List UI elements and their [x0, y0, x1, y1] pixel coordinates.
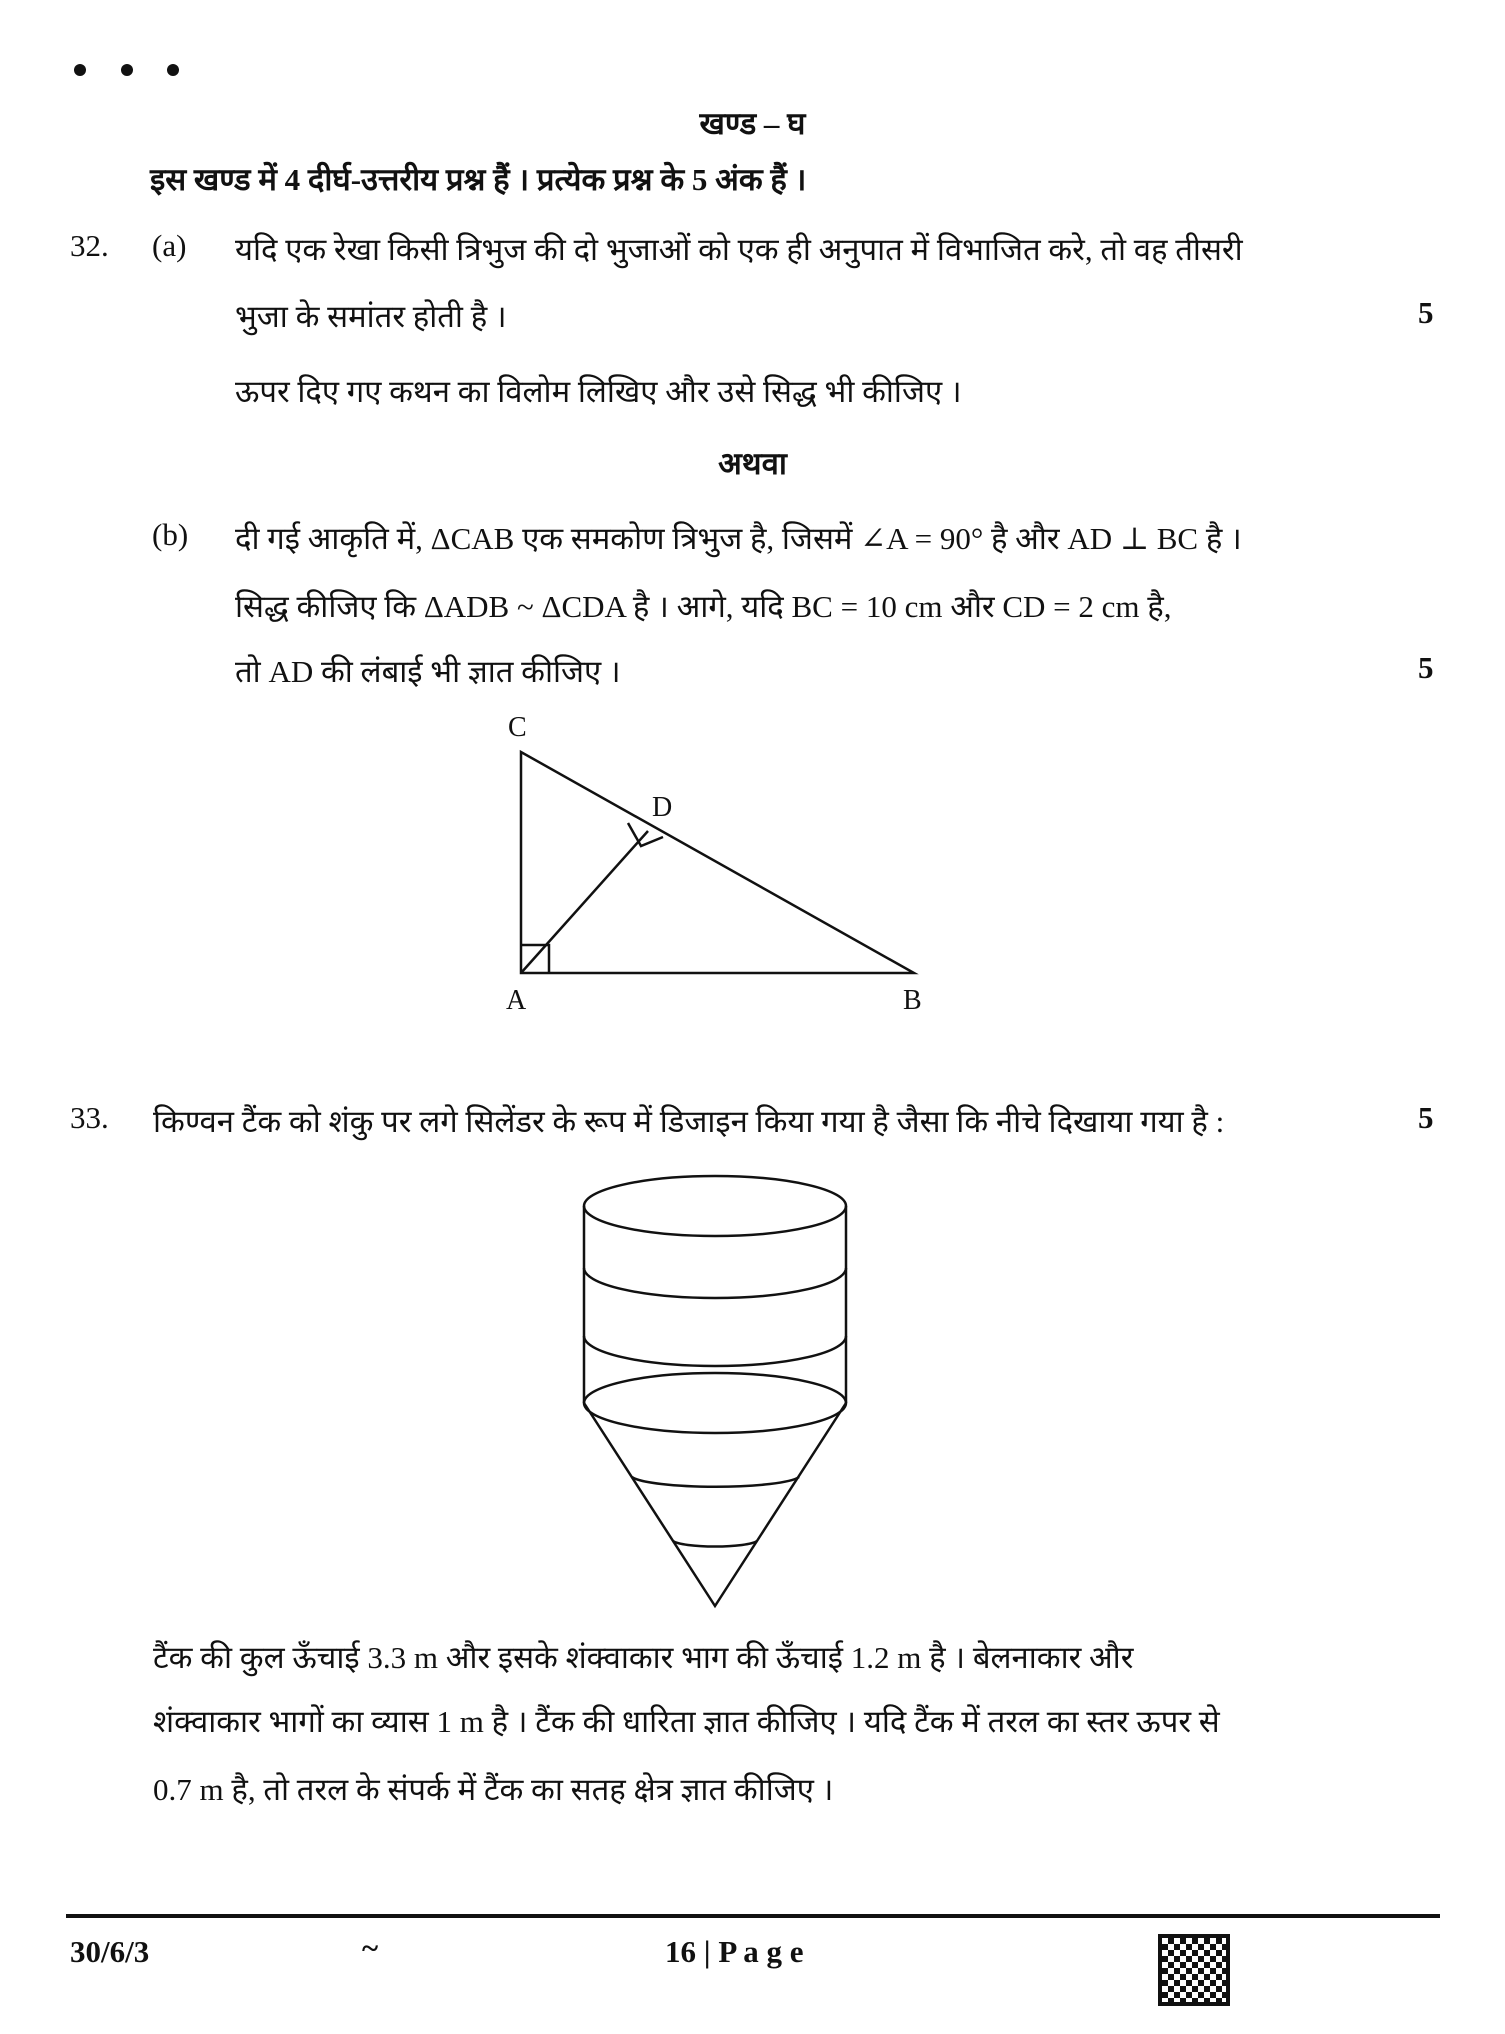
q32b-line: तो AD की लंबाई भी ज्ञात कीजिए ।	[235, 654, 621, 689]
q32b-line: सिद्ध कीजिए कि ΔADB ~ ΔCDA है । आगे, यदि BC = 10 cm और CD = 2 cm है,	[235, 589, 1172, 624]
triangle-cab	[521, 752, 914, 973]
q33-para: 0.7 m है, तो तरल के संपर्क में टैंक का सतह क्षेत्र ज्ञात कीजिए ।	[153, 1772, 834, 1807]
q32b-marks: 5	[1418, 650, 1434, 685]
tank-figure	[584, 1176, 846, 1606]
tank-top	[584, 1176, 846, 1236]
q32a-marks: 5	[1418, 295, 1434, 330]
q32b-line: दी गई आकृति में, ΔCAB एक समकोण त्रिभुज है, जिसमें ∠A = 90° है और AD ⊥ BC है ।	[235, 521, 1242, 556]
section-title: खण्ड – घ	[699, 106, 806, 141]
qr-code-icon	[1158, 1934, 1230, 2006]
label-c: C	[508, 712, 527, 743]
footer-page: 16 | P a g e	[665, 1934, 804, 1969]
or-label: अथवा	[718, 446, 787, 481]
q33-number: 33.	[70, 1100, 109, 1135]
tank-base	[584, 1373, 846, 1433]
q33-para: टैंक की कुल ऊँचाई 3.3 m और इसके शंक्वाकार भाग की ऊँचाई 1.2 m है । बेलनाकार और	[153, 1640, 1134, 1675]
q32-number: 32.	[70, 228, 109, 263]
q32a-label: (a)	[152, 228, 187, 263]
label-b: B	[903, 985, 922, 1016]
q33-text: किण्वन टैंक को शंकु पर लगे सिलेंडर के रूप में डिजाइन किया गया है जैसा कि नीचे दिखाया गया है :	[153, 1104, 1225, 1139]
footer-code: 30/6/3	[70, 1934, 150, 1969]
q32a-line: ऊपर दिए गए कथन का विलोम लिखिए और उसे सिद्ध भी कीजिए ।	[235, 374, 962, 409]
q32b-label: (b)	[152, 517, 189, 552]
q33-para: शंक्वाकार भागों का व्यास 1 m है । टैंक की धारिता ज्ञात कीजिए । यदि टैंक में तरल का स्तर ऊपर से	[153, 1704, 1220, 1739]
triangle-figure	[521, 752, 914, 973]
section-subtitle: इस खण्ड में 4 दीर्घ-उत्तरीय प्रश्न हैं । प्रत्येक प्रश्न के 5 अंक हैं ।	[150, 162, 807, 197]
q32a-line: भुजा के समांतर होती है ।	[235, 299, 507, 334]
footer-tilde: ~	[362, 1930, 379, 1965]
footer-rule	[66, 1914, 1440, 1918]
q33-marks: 5	[1418, 1100, 1434, 1135]
q32a-line: यदि एक रेखा किसी त्रिभुज की दो भुजाओं को एक ही अनुपात में विभाजित करे, तो वह तीसरी	[235, 232, 1243, 267]
label-a: A	[506, 985, 527, 1016]
altitude-ad	[521, 831, 648, 973]
label-d: D	[652, 792, 673, 823]
